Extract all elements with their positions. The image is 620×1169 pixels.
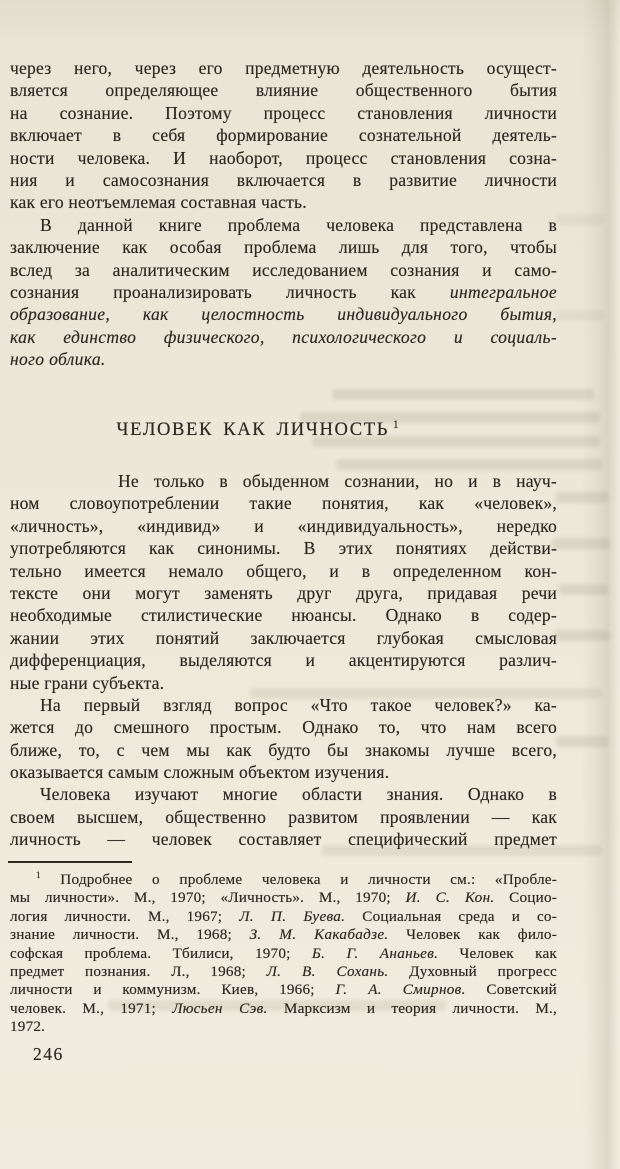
text-line: оказывается самым сложным объектом изучения.	[10, 762, 390, 783]
text-line: употребляются как синонимы. В этих понятиях действи-	[10, 538, 557, 559]
text-line: включает в себя формирование сознательной деятель-	[10, 125, 557, 146]
text-line: своем высшем, общественно развитом проявлении — как	[10, 806, 557, 827]
text-line: На первый взгляд вопрос «Что такое человек?» ка-	[40, 694, 557, 715]
show-through-mark	[552, 538, 610, 549]
footnote	[10, 871, 557, 1037]
text-line: через него, через его предметную деятельность осущест-	[10, 58, 557, 78]
text-line: дифференциация, выделяются и акцентируются различ-	[10, 650, 557, 671]
show-through-mark	[556, 492, 608, 503]
show-through-mark	[332, 389, 594, 400]
text-line: жется до смешного простым. Однако то, что нам всего	[10, 717, 557, 738]
footnote-separator-rule	[8, 861, 132, 863]
body-text-section	[10, 470, 557, 851]
paragraph-continuation	[10, 57, 557, 214]
show-through-mark	[558, 584, 608, 595]
show-through-mark	[554, 630, 610, 641]
text-line: на сознание. Поэтому процесс становления личности	[10, 102, 557, 123]
text-line: логия личности. М., 1967; Л. П. Буева. Социальная среда и со-	[10, 907, 557, 925]
text-line: предмет познания. Л., 1968; Л. В. Сохань. Духовный прогресс	[10, 962, 557, 980]
section-heading	[10, 419, 557, 441]
text-line: ния и самосознания включается в развитие личности	[10, 169, 557, 190]
text-line: «личность», «индивид» и «индивидуальность», нередко	[10, 515, 557, 536]
text-line: ности человека. И наоборот, процесс становления созна-	[10, 147, 557, 168]
show-through-mark	[336, 459, 602, 470]
text-line: мы личности». М., 1970; «Личность». М., 1970; И. С. Кон. Социо-	[10, 889, 558, 907]
text-line: ного облика.	[10, 349, 106, 370]
section-heading-text: ЧЕЛОВЕК КАК ЛИЧНОСТЬ	[116, 419, 389, 440]
text-line: ные грани субъекта.	[10, 672, 165, 693]
text-line: ближе, то, с чем мы как будто бы знакомы лучше всего,	[10, 739, 557, 760]
text-line: заключение как особая проблема лишь для того, чтобы	[10, 237, 557, 258]
text-line: как его неотъемлемая составная часть.	[10, 192, 307, 213]
paragraph	[10, 214, 557, 371]
text-line: как единство физического, психологического и социаль-	[10, 326, 557, 347]
text-line: ном словоупотреблении такие понятия, как «человек»,	[10, 493, 557, 514]
text-line: необходимые стилистические нюансы. Однако в содер-	[10, 605, 557, 626]
text-line: $^1$ Подробнее о проблеме человека и личности см.: «Пробле-	[36, 869, 557, 888]
show-through-mark	[556, 736, 608, 747]
paragraph	[10, 783, 557, 850]
show-through-mark	[556, 310, 604, 321]
text-line: Человека изучают многие области знания. Однако в	[40, 784, 557, 805]
text-line: сознания проанализировать личность как интегральное	[10, 281, 557, 302]
text-line: софская проблема. Тбилиси, 1970; Б. Г. Ананьев. Человек как	[10, 944, 557, 962]
text-line: В данной книге проблема человека представлена в	[40, 214, 557, 235]
text-line: вляется определяющее влияние общественного бытия	[10, 80, 557, 101]
paragraph	[10, 470, 557, 694]
text-line: тексте они могут заменять друг друга, придавая речи	[10, 582, 557, 603]
text-line: Не только в обыденном сознании, но и в науч-	[118, 471, 557, 491]
text-line: человек. М., 1971; Люсьен Сэв. Марксизм и теория личности. М.,	[10, 999, 558, 1017]
text-line: личность — человек составляет специфический предмет	[10, 829, 557, 850]
text-line: жании этих понятий заключается глубокая смысловая	[10, 627, 557, 648]
paragraph	[10, 694, 557, 784]
show-through-mark	[556, 214, 604, 225]
text-line: вслед за аналитическим исследованием сознания и само-	[10, 259, 557, 280]
text-line: знание личности. М., 1968; З. М. Какабадзе. Человек как фило-	[10, 926, 557, 944]
text-line: личности и коммунизм. Киев, 1966; Г. А. Смирнов. Советский	[10, 981, 557, 999]
text-line: образование, как целостность индивидуального бытия,	[10, 304, 557, 325]
text-line: 1972.	[10, 1018, 46, 1036]
footnote-reference-mark: 1	[393, 418, 399, 431]
body-text-upper	[10, 57, 557, 370]
text-line: тельно имеется немало общего, и в определенном кон-	[10, 560, 557, 581]
page-number: 246	[33, 1044, 64, 1064]
